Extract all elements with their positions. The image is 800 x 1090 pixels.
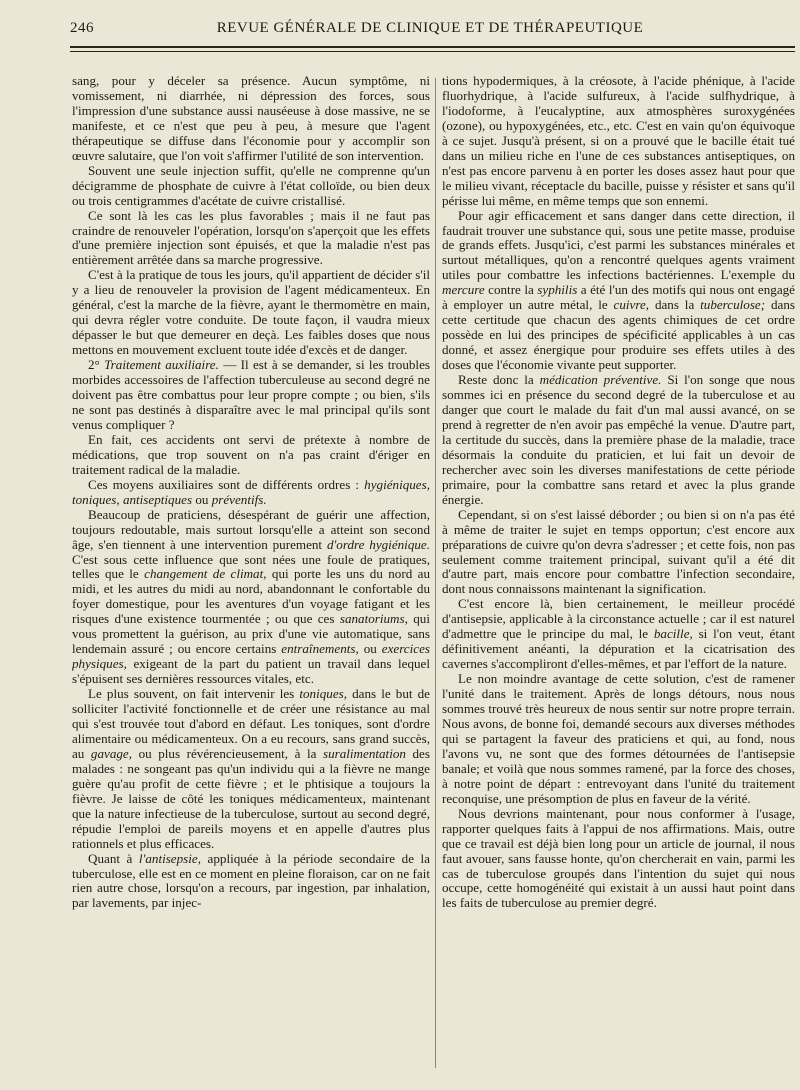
paragraph: Le plus souvent, on fait intervenir les toniques, dans le but de solliciter l'activité fonctionnelle et de créer une résistance au mal qui s'est trouvée tout d'abord en défaut. Les toniques, sont d'ordre alimentaire ou médicamenteux. On a eu recours, sans grand succès, au gavage, ou plus révérencieusement, à la suralimentation des malades : ne songeant pas qu'un individu qui a la fièvre ne mange guère qu'au profit de cette fièvre ; et le phtisique a toujours la fièvre. Je laisse de côté les toniques médicamenteux, maintenant que la nature infectieuse de la tuberculose, surtout au second degré, répudie l'emploi de pareils moyens et en appelle d'autres plus rationnels et plus efficaces. xyxy=(72,686,430,851)
page-number: 246 xyxy=(70,20,94,36)
paragraph: Quant à l'antisepsie, appliquée à la période secondaire de la tuberculose, elle est en ce moment en pleine floraison, car on ne fait rien autre chose, lorsqu'on a recours, par ingestion, par inhalation, par lavements, par injec- xyxy=(72,850,430,911)
running-header xyxy=(70,18,790,42)
running-title: REVUE GÉNÉRALE DE CLINIQUE ET DE THÉRAPEUTIQUE xyxy=(216,20,644,36)
section-paragraph: 2° Traitement auxiliaire. — Il est à se demander, si les troubles morbides accessoires de l'affection tuberculeuse au second degré ne doivent pas être combattus pour leur propre compte ; ou bien, s'ils ne sont pas destinés à disparaître avec le mal principal qu'ils sont venus compliquer ? xyxy=(72,357,430,432)
paragraph: Le non moindre avantage de cette solution, c'est de ramener l'unité dans le traitement. Après de longs détours, nous nous sommes trouvé très heureux de nous sentir sur notre propre terrain. Nous avons, de bonne foi, demandé secours aux diverses méthodes qui se partagent la faveur des praticiens et qui, au fond, nous l'avons vu, ne sont que des formes détournées de l'antisepsie banale; et voilà que nous sommes ramené, par la force des choses, à notre point de départ : entrevoyant dans l'unité du traitement reconquise, une présomption de plus en faveur de la vérité. xyxy=(442,671,795,806)
paragraph: Beaucoup de praticiens, désespérant de guérir une affection, toujours redoutable, mais surtout lorsqu'elle a atteint son second âge, s'en tiennent à une intervention purement d'ordre hygiénique. C'est sous cette influence que sont nées une foule de pratiques, telles que le changement de climat, qui porte les uns du nord au midi, et les autres du midi au nord, abandonnant le confortable du foyer domestique, pour les aventures d'un voyage fatigant et les risques d'une existence tourmentée ; ou que ces sanatoriums, qui vous promettent la guérison, au prix d'une vie automatique, sans lendemain assuré ; ou encore certains entraînements, ou exercices physiques, exigeant de la part du patient un travail dans lequel s'épuisent ses dernières ressources vitales, etc. xyxy=(72,506,430,687)
paragraph: Souvent une seule injection suffit, qu'elle ne comprenne qu'un décigramme de phosphate de cuivre à l'état colloïde, ou bien deux ou trois centigrammes d'acétate de cuivre cristallisé. xyxy=(72,162,430,208)
paragraph: Pour agir efficacement et sans danger dans cette direction, il faudrait trouver une substance qui, sous une petite masse, produise de grands effets. Jusqu'ici, c'est parmi les substances minérales et surtout métalliques, qu'on a rencontré quelques agents vraiment utiles pour combattre les infections bactériennes. L'exemple du mercure contre la syphilis a été l'un des motifs qui nous ont engagé à employer un autre métal, le cuivre, dans la tuberculose; dans cette certitude que chacun des agents chimiques de cet ordre possède en lui des principes de spécificité applicables à un cas donné, et assez énergique pour produire ses effets utiles à des doses que l'économie vivante peut supporter. xyxy=(442,207,795,373)
paragraph: Reste donc la médication préventive. Si l'on songe que nous sommes ici en présence du second degré de la tuberculose et au danger que court le malade du fait d'un mal aussi avancé, on se prend à regretter de n'en avoir pas empêché la venue. D'autre part, la certitude du succès, dans la première phase de la maladie, trace désormais la conduite du praticien, et lui fait un devoir de rechercher avec soin les diverses manifestations de cette période primaire, pour la combattre sans retard et avec la plus grande énergie. xyxy=(442,372,795,507)
paragraph: sang, pour y déceler sa présence. Aucun symptôme, ni vomissement, ni diarrhée, ni dépression des forces, sous l'impression d'une substance aussi nauséeuse à dose massive, ne se manifeste, et ce n'est que peu à peu, à mesure que l'agent thérapeutique se diffuse dans l'économie pour y accomplir son œuvre salutaire, que l'on voit s'affirmer l'utilité de son intervention. xyxy=(72,74,430,163)
body-columns xyxy=(72,74,796,1074)
left-column xyxy=(72,74,430,1074)
header-rule-thick xyxy=(70,46,795,48)
paragraph: Ce sont là les cas les plus favorables ; mais il ne faut pas craindre de renouveler l'opération, lorsqu'on s'aperçoit que les effets d'une première injection sont épuisés, et que la maladie n'est pas entièrement arrêtée dans sa marche progressive. xyxy=(72,207,430,268)
paragraph: C'est à la pratique de tous les jours, qu'il appartient de décider s'il y a lieu de renouveler la provision de l'agent médicamenteux. En général, c'est la marche de la fièvre, ayant le thermomètre en main, qui devra régler votre conduite. De toute façon, il vaudra mieux dépasser le but que demeurer en deçà. Les faibles doses que nous mettons en mouvement excluent toute idée d'excès et de danger. xyxy=(72,267,430,358)
paragraph: Ces moyens auxiliaires sont de différents ordres : hygiéniques, toniques, antiseptiques ou préventifs. xyxy=(72,476,430,507)
paragraph: tions hypodermiques, à la créosote, à l'acide phénique, à l'acide fluorhydrique, à l'acide sulfureux, à l'acide sulfhydrique, à l'iodoforme, à l'eucalyptine, aux atmosphères suroxygénées (ozone), ou hypoxygénées, etc., etc. C'est en vain qu'on équivoque à ce sujet. Jusqu'à présent, si on a prouvé que le bacille était tué dans un milieu riche en l'une de ces substances antiseptiques, on n'est pas encore parvenu à en porter les doses assez haut pour que le milieu vivant, réceptacle du bacille, puisse y résister et sans qu'il périsse lui même, en même temps que son ennemi. xyxy=(442,74,795,208)
paragraph: Cependant, si on s'est laissé déborder ; ou bien si on n'a pas été à même de traiter le sujet en temps opportun; c'est encore aux préparations de cuivre qu'on devra s'adresser ; et cette fois, non pas seulement comme traitement principal, suivant qu'il a été dit d'autre part, mais encore pour combattre l'infection secondaire, dont nous connaissons maintenant la signification. xyxy=(442,506,795,597)
paragraph: Nous devrions maintenant, pour nous conformer à l'usage, rapporter quelques faits à l'appui de nos affirmations. Mais, outre que ce travail est déjà bien long pour un article de journal, il nous faut avouer, sans fausse honte, qu'on chercherait en vain, parmi les cas de tuberculose groupés dans l'intention du sujet qui nous occupe, cette homogénéité qui existait à un aussi haut point dans les faits de tuberculose au premier degré. xyxy=(442,805,795,911)
column-divider xyxy=(435,78,436,1068)
header-rule-thin xyxy=(70,51,795,52)
paragraph: C'est encore là, bien certainement, le meilleur procédé d'antisepsie, applicable à la circonstance actuelle ; car il est naturel d'admettre que le principe du mal, le bacille, si l'on veut, étant définitivement anéanti, la dépuration et la cicatrisation des cavernes s'accompliront d'elles-mêmes, et par l'effort de la nature. xyxy=(442,596,795,672)
right-column xyxy=(442,74,795,1074)
section-heading: Traitement auxiliaire. xyxy=(104,357,219,373)
paragraph: En fait, ces accidents ont servi de prétexte à nombre de médications, que trop souvent on n'a pas craint d'ériger en traitement radical de la maladie. xyxy=(72,431,430,477)
